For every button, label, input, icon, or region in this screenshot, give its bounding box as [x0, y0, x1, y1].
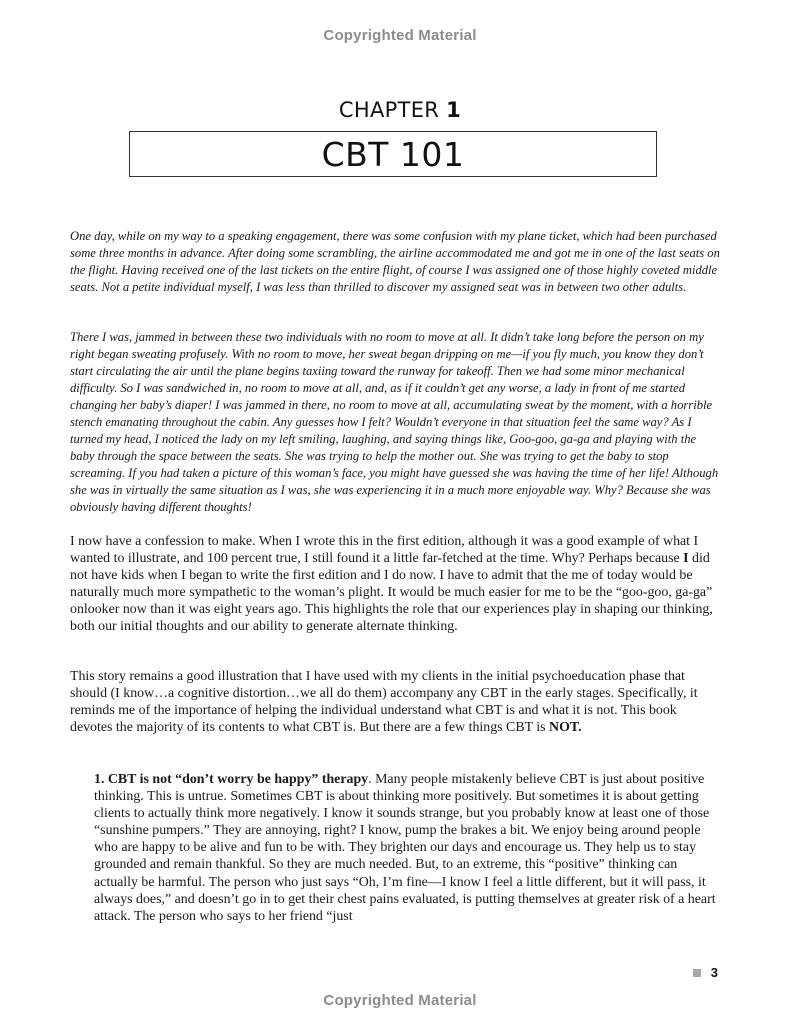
p3-bold: I — [683, 551, 689, 567]
list-item-1-body: . Many people mistakenly believe CBT is just about positive thinking. This is untrue. Sometimes CBT is about thinking more positively. But sometimes it is about getting clients to actually think more negatively. I know it sounds strange, but you probably know at least one of those “sunshine pumpers.” They are annoying, right? I know, pump the brakes a bit. We enjoy being around people who are happy to be alive and fun to be with. They brighten our days and encourage us. They help us to stay grounded and remain thankful. So they are much needed. But, to an extreme, this “positive” thinking can actually be harmful. The person who just says “Oh, I’m fine—I know I feel a little different, but it will pass, it always does,” and doesn’t go in to get their chest pains evaluated, is putting themselves at greater risk of a heart attack. The person who says to her friend “just — [94, 772, 716, 924]
chapter-title: CBT 101 — [321, 134, 465, 174]
page-footer — [693, 965, 718, 980]
list-item-1 — [94, 771, 719, 925]
p3-text-b: did not have kids when I began to write the first edition and I do now. I have to admit that the me of today would be naturally much more sympathetic to the woman’s plight. It would be much easier for me to be the “goo-goo, ga-ga” onlooker now than it was eight years ago. This highlights the role that our experiences play in shaping our thinking, both our initial thoughts and our ability to generate alternate thinking. — [70, 551, 713, 635]
chapter-label — [0, 98, 800, 122]
list-item-1-heading: 1. CBT is not “don’t worry be happy” therapy — [94, 772, 369, 787]
watermark-top: Copyrighted Material — [323, 27, 477, 44]
chapter-word: CHAPTER — [338, 98, 440, 122]
paragraph-anecdote-2: There I was, jammed in between these two individuals with no room to move at all. It didn’t take long before the person on my right began sweating profusely. With no room to move, her sweat began dripping on me—if you fly much, you know they don’t start circulating the air until the plane begins taxiing toward the runway for takeoff. Then we had some minor mechanical difficulty. So I was sandwiched in, no room to move at all, and, as if it couldn’t get any worse, a lady in front of me started changing her baby’s diaper! I was jammed in there, no room to move at all, accumulating sweat by the moment, with a horrible stench emanating throughout the cabin. Any guesses how I felt? Wouldn’t everyone in that situation feel the same way? As I turned my head, I noticed the lady on my left smiling, laughing, and saying things like, Goo-goo, ga-ga and playing with the baby through the space between the seats. She was trying to help the mother out. She was trying to get the baby to stop screaming. If you had taken a picture of this woman’s face, you might have guessed she was having the time of her life! Although she was in virtually the same situation as I was, she was experiencing it in a much more enjoyable way. Why? Because she was obviously having different thoughts! — [70, 330, 719, 514]
p4-text: This story remains a good illustration that I have used with my clients in the initial psychoeducation phase that should (I know…a cognitive distortion…we all do them) accompany any CBT in the early stages. Specifically, it reminds me of the importance of helping the individual understand what CBT is and what it is not. This book devotes the majority of its contents to what CBT is. But there are a few things CBT is — [70, 669, 698, 736]
square-icon — [693, 969, 701, 977]
p3-text-a: I now have a confession to make. When I wrote this in the first edition, although it was a good example of what I wanted to illustrate, and 100 percent true, I still found it a little far-fetched at the time. Why? Perhaps because — [70, 534, 699, 567]
chapter-title-box — [129, 131, 657, 177]
watermark-bottom: Copyrighted Material — [323, 992, 477, 1009]
chapter-number: 1 — [446, 98, 462, 122]
paragraph-illustration — [70, 668, 720, 736]
paragraph-anecdote-1: One day, while on my way to a speaking engagement, there was some confusion with my plane ticket, which had been purchased some three months in advance. After doing some scrambling, the airline accommodated me and got me in one of the last seats on the flight. Having received one of the last tickets on the entire flight, of course I was assigned one of those highly coveted middle seats. Not a petite individual myself, I was less than thrilled to discover my assigned seat was in between two other adults. — [70, 229, 720, 294]
page-number: 3 — [710, 965, 718, 980]
p4-bold: NOT. — [549, 720, 582, 736]
paragraph-confession — [70, 533, 720, 636]
